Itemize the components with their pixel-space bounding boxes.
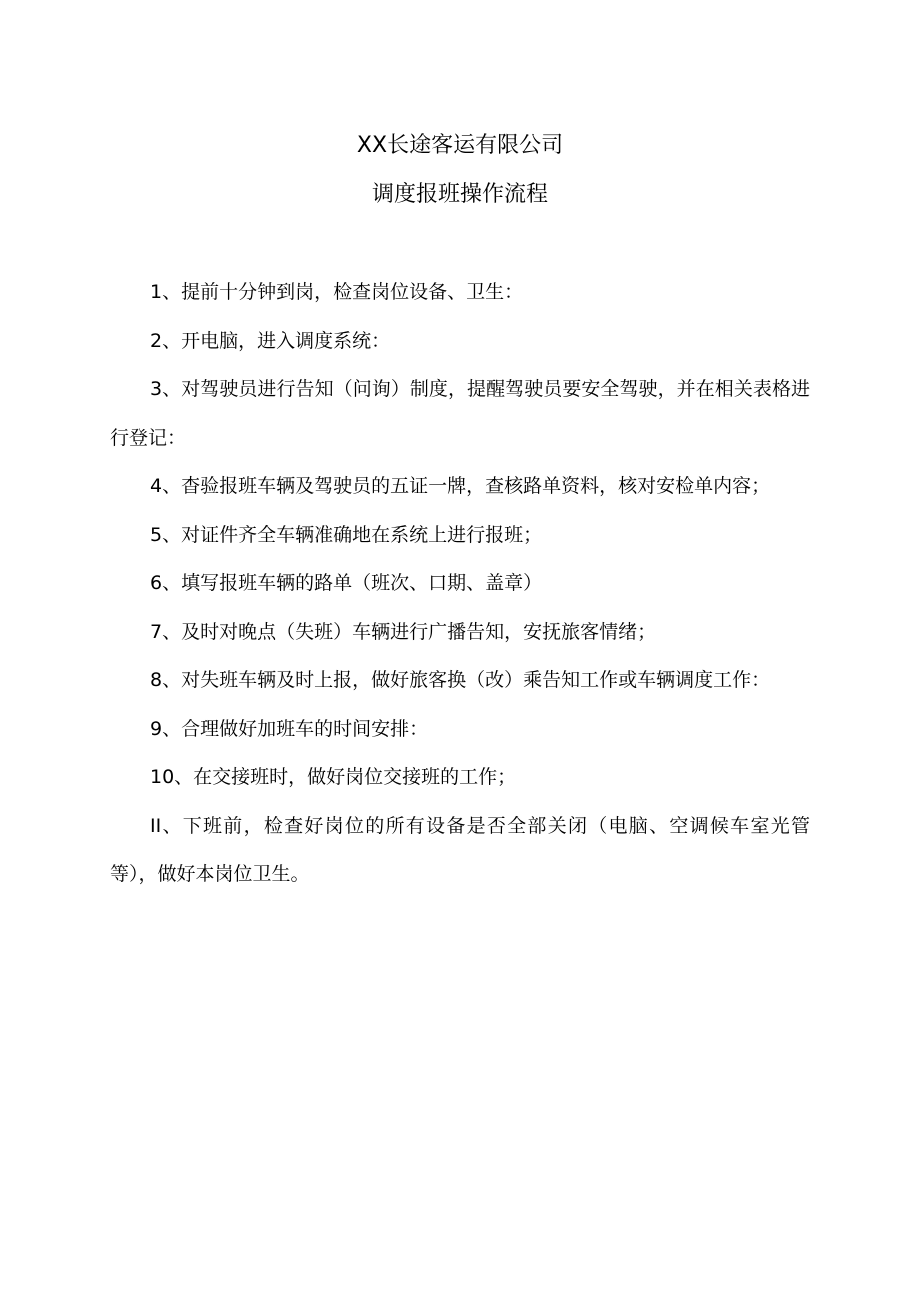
step-5: 5、对证件齐全车辆准确地在系统上进行报班； [150, 523, 543, 546]
step-10: 10、在交接班时，做好岗位交接班的工作； [150, 766, 517, 788]
step-11: II、下班前，检查好岗位的所有设备是否全部关闭（电脑、空调候车室光管等），做好本岗位卫生。 [110, 814, 810, 885]
step-6: 6、填写报班车辆的路单（班次、口期、盖章） [150, 572, 543, 594]
company-name: XX长途客运有限公司 [356, 133, 564, 158]
document-title: 调度报班操作流程 [371, 182, 548, 207]
procedure-steps [110, 268, 810, 899]
step-4: 4、杳验报班车辆及驾驶员的五证一牌，查核路单资料，核对安检单内容； [150, 475, 771, 497]
step-1: 1、提前十分钟到岗，检查岗位设备、卫生： [150, 281, 524, 303]
step-8: 8、对失班车辆及时上报，做好旅客换（改）乘告知工作或车辆调度工作： [150, 669, 771, 691]
step-2: 2、开电脑，进入调度系统： [150, 329, 391, 352]
step-9: 9、合理做好加班车的时间安排： [150, 717, 429, 740]
step-7: 7、及时对晚点（失班）车辆进行广播告知，安抚旅客情绪； [150, 620, 657, 643]
step-3: 3、对驾驶员进行告知（问询）制度，提醒驾驶员要安全驾驶，并在相关表格进行登记： [110, 378, 810, 449]
